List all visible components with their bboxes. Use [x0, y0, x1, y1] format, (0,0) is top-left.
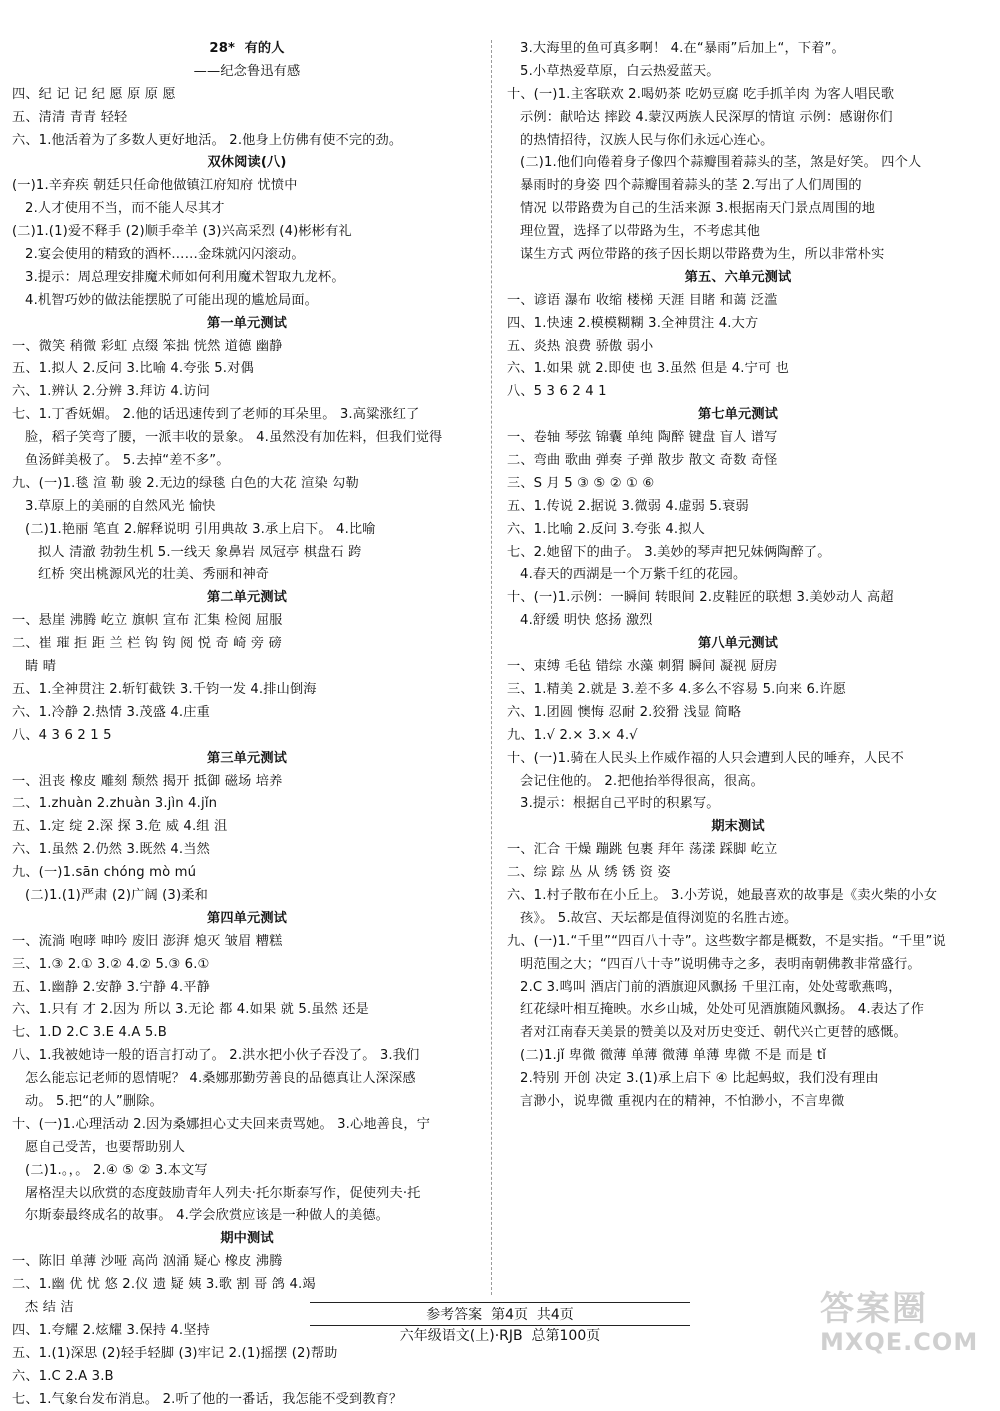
answer-line: 九、(一)1.毯 渲 勒 骏 2.无边的绿毯 白色的大花 渲染 勾勒 — [12, 475, 359, 491]
answer-line: 六、1.冷静 2.热情 3.茂盛 4.庄重 — [12, 704, 210, 720]
answer-line: 愿自己受苦，也要帮助别人 — [12, 1139, 186, 1155]
answer-line: 睛 晴 — [12, 659, 57, 675]
answer-line: 5.小草热爱草原，白云热爱蓝天。 — [507, 63, 720, 79]
answer-line: 四、纪 记 记 纪 愿 原 原 愿 — [12, 86, 176, 102]
answer-line: 屠格涅夫以欣赏的态度鼓励青年人列夫·托尔斯泰写作，促使列夫·托 — [12, 1185, 421, 1201]
answer-line: 六、1.比喻 2.反问 3.夸张 4.拟人 — [507, 521, 705, 537]
answer-line: 理位置，选择了以带路为生，不考虑其他 — [507, 224, 761, 240]
answer-line: 十、(一)1.示例：一瞬间 转眼间 2.皮鞋匠的联想 3.美妙动人 高超 — [507, 590, 894, 606]
answer-line: 四、1.夸耀 2.炫耀 3.保持 4.坚持 — [12, 1322, 210, 1338]
answer-line: 第七单元测试 — [697, 407, 779, 423]
answer-line: 脸，稻子笑弯了腰，一派丰收的景象。 4.虽然没有加佐料，但我们觉得 — [12, 430, 443, 446]
answer-line: 六、1.他活着为了多数人更好地活。 2.他身上仿佛有使不完的劲。 — [12, 132, 403, 148]
watermark-site-text: MXQE.COM — [820, 1328, 979, 1356]
answer-line: 第五、六单元测试 — [684, 269, 792, 285]
answer-line: 四、1.快速 2.模模糊糊 3.全神贯注 4.大方 — [507, 315, 759, 331]
answer-line: 3.提示：周总理安排魔术师如何利用魔术智取九龙杯。 — [12, 269, 345, 285]
answer-line: 一、沮丧 橡皮 雕刻 颓然 揭开 抵御 磁场 培养 — [12, 773, 283, 789]
answer-line: 五、1.传说 2.据说 3.微弱 4.虚弱 5.衰弱 — [507, 498, 749, 514]
answer-line: 八、5 3 6 2 4 1 — [507, 384, 607, 400]
answer-line: 三、1.③ 2.① 3.② 4.② 5.③ 6.① — [12, 956, 210, 972]
answer-line: (二)1.jǐ 卑微 微薄 单薄 微薄 单薄 卑微 不是 而是 tǐ — [507, 1048, 827, 1064]
answer-line: 一、束缚 毛毡 错综 水藻 刺猬 瞬间 凝视 厨房 — [507, 659, 778, 675]
answer-line: 情况 以带路费为自己的生活来源 3.根据南天门景点周围的地 — [507, 201, 876, 217]
answer-line: 示例：献哈达 摔跤 4.蒙汉两族人民深厚的情谊 示例：感谢你们 — [507, 109, 893, 125]
answer-line: 红桥 突出桃源风光的壮美、秀丽和神奇 — [12, 567, 270, 583]
answer-line: 八、1.我被她诗一般的语言打动了。 2.洪水把小伙子吞没了。 3.我们 — [12, 1048, 420, 1064]
answer-line: 二、弯曲 歌曲 弹奏 子弹 散步 散文 奇数 奇怪 — [507, 453, 778, 469]
answer-line: 六、1.如果 就 2.即使 也 3.虽然 但是 4.宁可 也 — [507, 361, 789, 377]
footer-book-info: 六年级语文(上)·RJB 总第100页 — [399, 1328, 601, 1344]
answer-line: 第一单元测试 — [206, 315, 288, 331]
answer-line: 三、1.精美 2.就是 3.差不多 4.多么不容易 5.向来 6.许愿 — [507, 681, 847, 697]
answer-line: 一、卷轴 琴弦 锦囊 单纯 陶醉 键盘 盲人 谱写 — [507, 430, 778, 446]
answer-line: (二)1.(1)爱不释手 (2)顺手牵羊 (3)兴高采烈 (4)彬彬有礼 — [12, 224, 352, 240]
answer-line: 的热情招待，汉族人民与你们永远心连心。 — [507, 132, 774, 148]
watermark-logo — [820, 1290, 990, 1370]
answer-line: 2.特别 开创 决定 3.(1)承上启下 ④ 比起蚂蚁，我们没有理由 — [507, 1071, 879, 1087]
answer-line: ——纪念鲁迅有感 — [193, 63, 301, 79]
answer-line: 怎么能忘记老师的恩情呢？ 4.桑娜那勤劳善良的品德真让人深深感 — [12, 1071, 416, 1087]
answer-line: 4.机智巧妙的做法能摆脱了可能出现的尴尬局面。 — [12, 292, 318, 308]
answer-column-right — [507, 38, 969, 1114]
answer-line: 七、1.气象台发布消息。 2.听了他的一番话，我怎能不受到教育？ — [12, 1391, 403, 1407]
answer-line: (一)1.辛弃疾 朝廷只任命他做镇江府知府 忧愤中 — [12, 178, 298, 194]
watermark-logo-text: 答案圈 — [820, 1289, 928, 1329]
answer-line: 二、1.幽 优 忧 悠 2.仪 遗 疑 姨 3.歌 割 哥 鸽 4.竭 — [12, 1277, 316, 1293]
answer-line: 五、清清 青青 轻轻 — [12, 109, 128, 125]
answer-line: 七、1.D 2.C 3.E 4.A 5.B — [12, 1025, 167, 1041]
answer-line: 十、(一)1.心理活动 2.因为桑娜担心丈夫回来责骂她。 3.心地善良，宁 — [12, 1116, 431, 1132]
answer-line: 2.C 3.鸣叫 酒店门前的酒旗迎风飘扬 千里江南，处处莺歌燕鸣， — [507, 979, 902, 995]
answer-line: 十、(一)1.骑在人民头上作威作福的人只会遭到人民的唾弃，人民不 — [507, 750, 904, 766]
answer-line: 三、S 月 5 ③ ⑤ ② ① ⑥ — [507, 475, 655, 491]
answer-line: 拟人 清澈 勃勃生机 5.一线天 象鼻岩 凤冠亭 棋盘石 跨 — [12, 544, 362, 560]
answer-line: 七、2.她留下的曲子。 3.美妙的琴声把兄妹俩陶醉了。 — [507, 544, 831, 560]
answer-line: 4.春天的西湖是一个万紫千红的花园。 — [507, 567, 747, 583]
answer-line: 暴雨时的身姿 四个蒜瓣围着蒜头的茎 2.写出了人们周围的 — [507, 178, 862, 194]
answer-line: 一、陈旧 单薄 沙哑 高尚 汹涌 疑心 橡皮 沸腾 — [12, 1254, 283, 1270]
answer-line: 五、1.幽静 2.安静 3.宁静 4.平静 — [12, 979, 210, 995]
answer-line: 尔斯泰最终成名的故事。 4.学会欣赏应该是一种做人的美德。 — [12, 1208, 390, 1224]
answer-line: 谋生方式 两位带路的孩子因长期以带路费为生，所以非常朴实 — [507, 247, 885, 263]
answer-line: 五、1.(1)深思 (2)轻手轻脚 (3)牢记 2.(1)摇摆 (2)帮助 — [12, 1345, 338, 1361]
answer-line: 一、悬崖 沸腾 屹立 旗帜 宣布 汇集 检阅 屈服 — [12, 613, 283, 629]
answer-line: 六、1.辨认 2.分辨 3.拜访 4.访问 — [12, 384, 210, 400]
answer-line: 明范围之大；“四百八十寺”说明佛寺之多，表明南朝佛教非常盛行。 — [507, 956, 921, 972]
footer-rule-top — [310, 1302, 690, 1303]
answer-line: 第三单元测试 — [206, 750, 288, 766]
answer-line: 六、1.团圆 懊悔 忍耐 2.狡猾 浅显 简略 — [507, 704, 742, 720]
answer-line: 二、综 踪 丛 从 绣 锈 资 姿 — [507, 865, 671, 881]
answer-line: 4.舒缓 明快 悠扬 激烈 — [507, 613, 653, 629]
answer-line: 期中测试 — [220, 1231, 274, 1247]
answer-line: 六、1.虽然 2.仍然 3.既然 4.当然 — [12, 842, 210, 858]
answer-line: 九、(一)1.“千里”“四百八十寺”。这些数字都是概数，不是实指。“千里”说 — [507, 933, 946, 949]
answer-line: 2.人才使用不当，而不能人尽其才 — [12, 201, 225, 217]
answer-line: 五、1.定 绽 2.深 探 3.危 威 4.组 沮 — [12, 819, 228, 835]
answer-line: 十、(一)1.主客联欢 2.喝奶茶 吃奶豆腐 吃手抓羊肉 为客人唱民歌 — [507, 86, 895, 102]
answer-line: 六、1.只有 才 2.因为 所以 3.无论 都 4.如果 就 5.虽然 还是 — [12, 1002, 369, 1018]
answer-line: 3.提示：根据自己平时的积累写。 — [507, 796, 720, 812]
answer-line: 七、1.丁香妩媚。 2.他的话迅速传到了老师的耳朵里。 3.高粱涨红了 — [12, 407, 420, 423]
answer-line: 红花绿叶相互掩映。水乡山城，处处可见酒旗随风飘扬。 4.表达了作 — [507, 1002, 925, 1018]
answer-line: 期末测试 — [711, 819, 765, 835]
answer-line: (二)1.艳丽 笔直 2.解释说明 引用典故 3.承上启下。 4.比喻 — [12, 521, 376, 537]
answer-line: 二、1.zhuàn 2.zhuàn 3.jìn 4.jǐn — [12, 796, 218, 812]
answer-line: 鱼汤鲜美极了。 5.去掉“差不多”。 — [12, 453, 230, 469]
answer-line: 者对江南春天美景的赞美以及对历史变迁、朝代兴亡更替的感慨。 — [507, 1025, 907, 1041]
answer-line: 五、1.全神贯注 2.斩钉截铁 3.千钧一发 4.排山倒海 — [12, 681, 317, 697]
answer-line: 六、1.村子散布在小丘上。 3.小芳说，她最喜欢的故事是《卖火柴的小女 — [507, 887, 938, 903]
answer-line: 八、4 3 6 2 1 5 — [12, 727, 112, 743]
answer-line: 一、微笑 稍微 彩虹 点缀 笨拙 恍然 道德 幽静 — [12, 338, 283, 354]
answer-line: 六、1.C 2.A 3.B — [12, 1368, 114, 1384]
answer-line: 言渺小，说卑微 重视内在的精神，不怕渺小，不言卑微 — [507, 1093, 845, 1109]
answer-line: (二)1.。，。 2.④ ⑤ ② 3.本文写 — [12, 1162, 208, 1178]
answer-line: 一、流淌 咆哮 呻吟 废旧 澎湃 熄灭 皱眉 糟糕 — [12, 933, 283, 949]
answer-column-left — [12, 38, 482, 1411]
answer-line: (二)1.(1)严肃 (2)广阔 (3)柔和 — [12, 887, 208, 903]
answer-line: 双休阅读(八) — [207, 155, 287, 171]
answer-line: 五、炎热 浪费 骄傲 弱小 — [507, 338, 654, 354]
answer-line: 五、1.拟人 2.反问 3.比喻 4.夸张 5.对偶 — [12, 361, 254, 377]
answer-line: 第四单元测试 — [206, 910, 288, 926]
answer-line: 一、谚语 瀑布 收缩 楼梯 天涯 目睹 和蔼 泛滥 — [507, 292, 778, 308]
answer-line: (二)1.他们向倦着身子像四个蒜瓣围着蒜头的茎，煞是好笑。 四个人 — [507, 155, 922, 171]
answer-line: 2.宴会使用的精致的酒杯……金珠就闪闪滚动。 — [12, 247, 305, 263]
footer-page-info: 参考答案 第4页 共4页 — [426, 1307, 574, 1323]
answer-line: 动。 5.把“的人”删除。 — [12, 1093, 163, 1109]
answer-line: 九、1.√ 2.× 3.× 4.√ — [507, 727, 638, 743]
answer-line: 28* 有的人 — [209, 41, 285, 56]
answer-line: 3.大海里的鱼可真多啊！ 4.在“暴雨”后加上“，下着”。 — [507, 41, 845, 56]
column-divider — [491, 40, 492, 1295]
answer-line: 一、汇合 干燥 蹦跳 包裹 拜年 荡漾 踩脚 屹立 — [507, 842, 778, 858]
answer-line: 孩》。 5.故宫、天坛都是值得浏览的名胜古迹。 — [507, 910, 798, 926]
answer-line: 会记住他的。 2.把他抬举得很高，很高。 — [507, 773, 764, 789]
answer-line: 九、(一)1.sān chóng mò mú — [12, 865, 197, 881]
answer-line: 二、崔 璀 拒 距 兰 栏 钩 钩 阅 悦 奇 崎 旁 磅 — [12, 636, 282, 652]
answer-line: 3.草原上的美丽的自然风光 愉快 — [12, 498, 216, 514]
answer-line: 第八单元测试 — [697, 636, 779, 652]
answer-line: 第二单元测试 — [206, 590, 288, 606]
answer-line: 杰 结 洁 — [12, 1299, 74, 1315]
